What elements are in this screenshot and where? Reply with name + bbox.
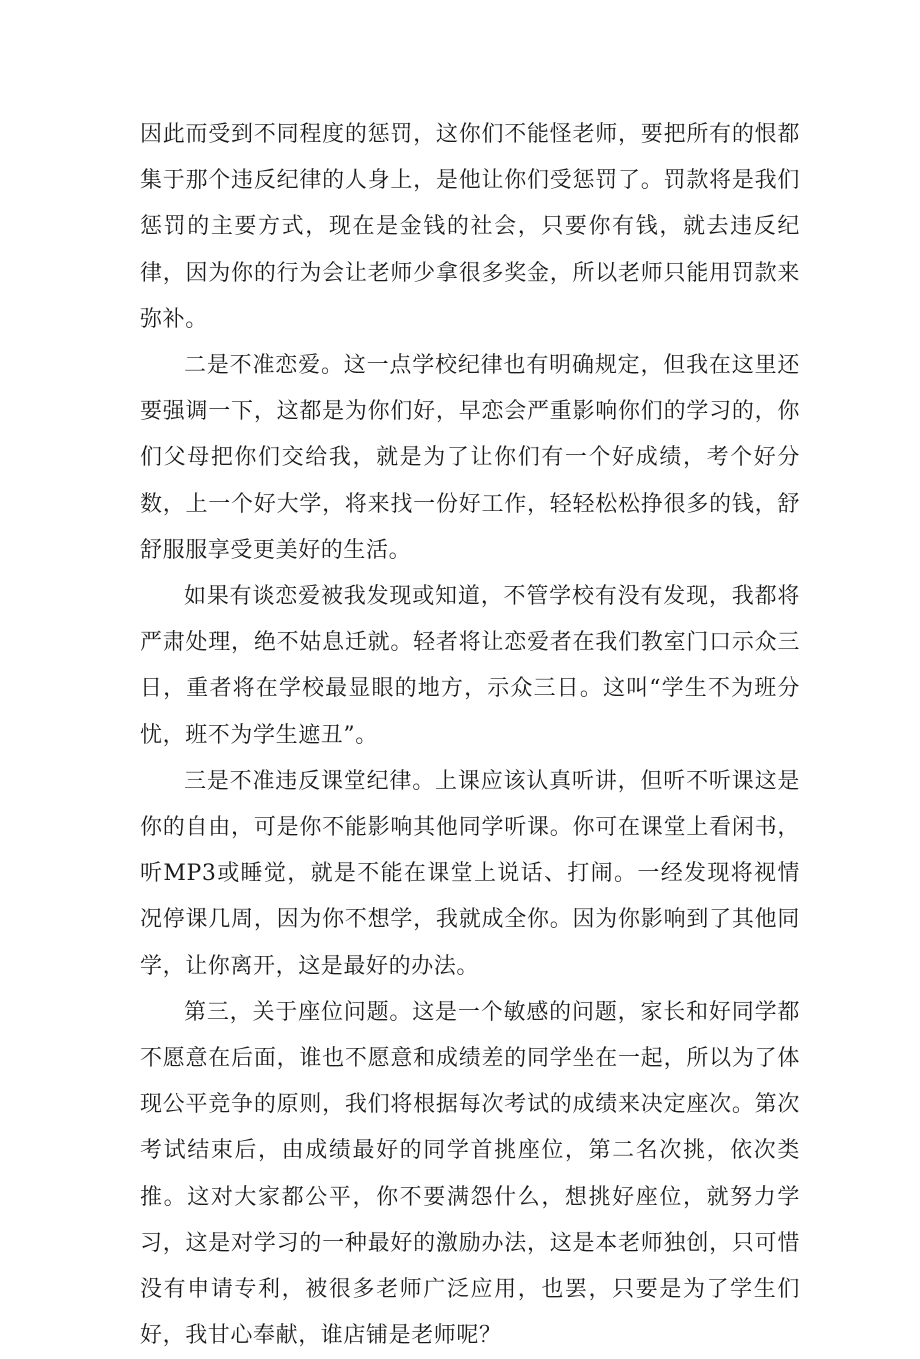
paragraph-3: 如果有谈恋爱被我发现或知道，不管学校有没有发现，我都将严肃处理，绝不姑息迁就。轻者将让恋爱者在我们教室门口示众三日，重者将在学校最显眼的地方，示众三日。这叫“学生不为班分忧，班不为学生遮丑”。	[140, 584, 800, 748]
paragraph-1: 因此而受到不同程度的惩罚，这你们不能怪老师，要把所有的恨都集于那个违反纪律的人身上，是他让你们受惩罚了。罚款将是我们惩罚的主要方式，现在是金钱的社会，只要你有钱，就去违反纪律，因为你的行为会让老师少拿很多奖金，所以老师只能用罚款来弥补。	[140, 122, 800, 332]
paragraph-5: 第三，关于座位问题。这是一个敏感的问题，家长和好同学都不愿意在后面，谁也不愿意和成绩差的同学坐在一起，所以为了体现公平竞争的原则，我们将根据每次考试的成绩来决定座次。第次考试结束后，由成绩最好的同学首挑座位，第二名次挑，依次类推。这对大家都公平，你不要满怨什么，想挑好座位，就努力学习，这是对学习的一种最好的激励办法，这是本老师独创，只可惜没有申请专利，被很多老师广泛应用，也罢，只要是为了学生们好，我甘心奉献，谁店铺是老师呢？	[140, 999, 800, 1349]
document-page	[140, 112, 800, 1359]
paragraph-4: 三是不准违反课堂纪律。上课应该认真听讲，但听不听课这是你的自由，可是你不能影响其他同学听课。你可在课堂上看闲书，听MP3或睡觉，就是不能在课堂上说话、打闹。一经发现将视情况停课几周，因为你不想学，我就成全你。因为你影响到了其他同学，让你离开，这是最好的办法。	[140, 768, 800, 979]
paragraph-2: 二是不准恋爱。这一点学校纪律也有明确规定，但我在这里还要强调一下，这都是为你们好，早恋会严重影响你们的学习的，你们父母把你们交给我，就是为了让你们有一个好成绩，考个好分数，上一个好大学，将来找一份好工作，轻轻松松挣很多的钱，舒舒服服享受更美好的生活。	[140, 353, 800, 563]
